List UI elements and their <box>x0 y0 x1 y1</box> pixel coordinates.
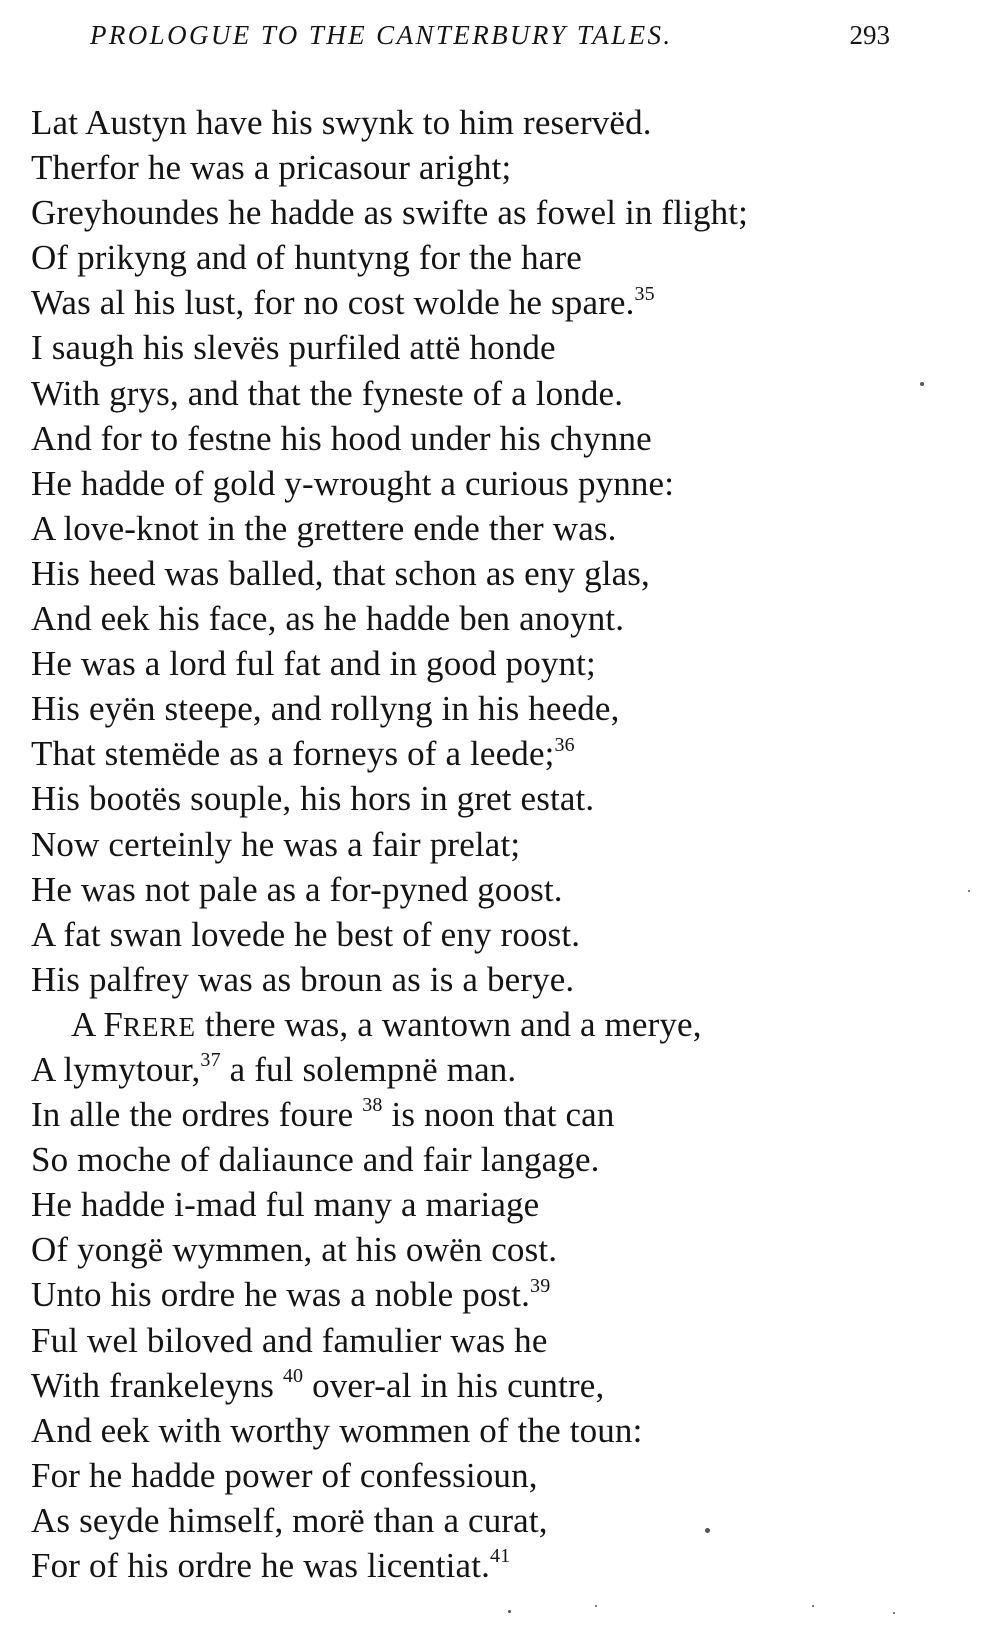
verse-line: For of his ordre he was licentiat.$^{41}$ <box>31 1545 511 1585</box>
verse-line: Of yongë wymmen, at his owën cost. <box>31 1230 558 1270</box>
verse-line: He hadde i-mad ful many a mariage <box>31 1185 540 1225</box>
small-caps-initial: F <box>103 1004 124 1044</box>
scan-speck <box>595 1605 597 1607</box>
verse-line-indented: A FRERE there was, a wantown and a merye, <box>71 1004 702 1044</box>
scan-speck <box>968 890 970 892</box>
verse-line: With frankeleyns $^{40}$ over-al in his cuntre, <box>31 1364 605 1405</box>
verse-line: Therfor he was a pricasour aright; <box>31 148 512 188</box>
footnote-marker: 37 <box>200 1049 221 1072</box>
verse-line: His palfrey was as broun as is a berye. <box>31 959 575 999</box>
verse-line: Of prikyng and of huntyng for the hare <box>31 238 582 278</box>
verse-line: A fat swan lovede he best of eny roost. <box>31 914 581 954</box>
verse-line: He was a lord ful fat and in good poynt; <box>31 644 596 684</box>
footnote-marker: 38 <box>362 1094 383 1117</box>
scan-speck <box>920 382 924 386</box>
verse-line: I saugh his slevës purfiled attë honde <box>31 328 556 368</box>
running-title: PROLOGUE TO THE CANTERBURY TALES. <box>90 20 673 50</box>
running-head <box>90 20 890 60</box>
poem-text <box>31 100 971 1588</box>
verse-line: Lat Austyn have his swynk to him reservëd. <box>31 103 652 142</box>
scan-speck <box>508 1610 511 1613</box>
footnote-marker: 35 <box>634 282 655 305</box>
verse-line: Ful wel biloved and famulier was he <box>31 1320 548 1360</box>
verse-line: So moche of daliaunce and fair langage. <box>31 1140 600 1180</box>
verse-line: With grys, and that the fyneste of a londe. <box>31 373 624 413</box>
verse-line: Now certeinly he was a fair prelat; <box>31 824 521 864</box>
verse-line: In alle the ordres foure $^{38}$ is noon that can <box>31 1094 615 1135</box>
verse-line: A lymytour,$^{37}$ a ful solempnë man. <box>31 1049 517 1089</box>
verse-line: And for to festne his hood under his chynne <box>31 418 652 458</box>
verse-line: And eek his face, as he hadde ben anoynt. <box>31 599 625 639</box>
verse-line: He was not pale as a for-pyned goost. <box>31 869 563 909</box>
scan-speck <box>812 1605 814 1607</box>
verse-line: His eyën steepe, and rollyng in his heede, <box>31 689 620 729</box>
verse-line: A love-knot in the grettere ende ther was. <box>31 508 617 548</box>
verse-line: For he hadde power of confessioun, <box>31 1455 538 1495</box>
small-caps-rest: RERE <box>123 1011 197 1042</box>
footnote-marker: 41 <box>490 1545 511 1568</box>
verse-line: As seyde himself, morë than a curat, <box>31 1500 548 1540</box>
verse-line: He hadde of gold y-wrought a curious pynne: <box>31 463 675 503</box>
footnote-marker: 36 <box>554 733 575 756</box>
footnote-marker: 40 <box>282 1364 304 1387</box>
verse-line: Unto his ordre he was a noble post.$^{39}$ <box>31 1274 551 1315</box>
verse-line: His heed was balled, that schon as eny glas, <box>31 553 650 593</box>
scan-speck <box>705 1528 710 1533</box>
scan-speck <box>893 1612 895 1614</box>
verse-line: Greyhoundes he hadde as swifte as fowel in flight; <box>31 193 749 233</box>
verse-line: Was al his lust, for no cost wolde he spare.$^{35}$ <box>31 282 655 323</box>
footnote-marker: 39 <box>530 1274 551 1297</box>
verse-line: That stemëde as a forneys of a leede;$^{36}$ <box>31 733 575 774</box>
verse-line: And eek with worthy wommen of the toun: <box>31 1410 643 1450</box>
verse-line: His bootës souple, his hors in gret estat. <box>31 779 595 819</box>
page-number: 293 <box>849 20 890 50</box>
